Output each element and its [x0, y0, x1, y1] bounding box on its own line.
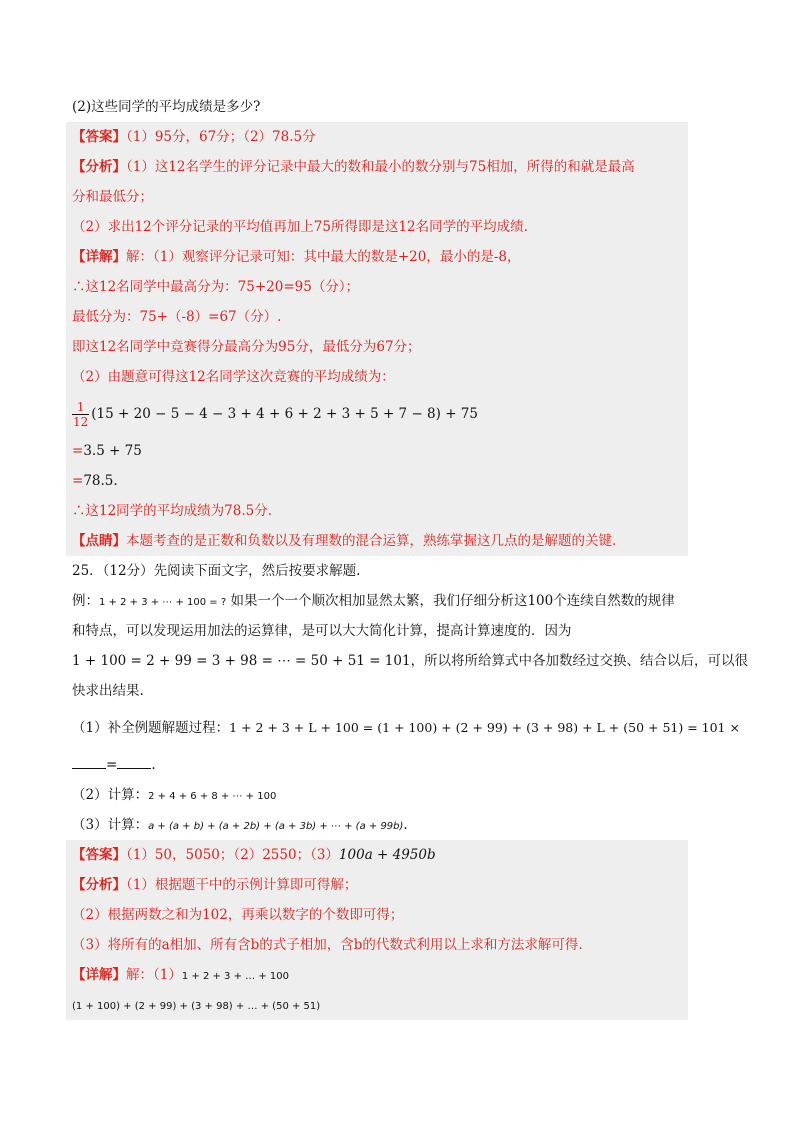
q24-detail-line-4: 即这12名同学中竞赛得分最高分为95分，最低分为67分； — [72, 339, 421, 355]
q25-question — [72, 556, 749, 840]
q24-analysis-line-3: （2）求出12个评分记录的平均值再加上75所得即是这12名同学的平均成绩. — [72, 219, 528, 235]
q24-solution-box — [66, 122, 688, 556]
analysis-tag: 【分析】 — [72, 877, 126, 893]
q24-analysis-line-2: 分和最低分； — [72, 189, 153, 205]
detail-tag: 【详解】 — [72, 249, 126, 265]
q24-conclusion: ∴这12同学的平均成绩为78.5分. — [72, 503, 273, 519]
equals-sign: = — [72, 443, 84, 459]
part1-expression: 1 + 2 + 3 + L + 100 = (1 + 100) + (2 + 99) + (3 + 98) + L + (50 + 51) = 101 × — [229, 720, 740, 735]
q25-part1-line — [72, 706, 740, 750]
analysis-text: （1）这12名学生的评分记录中最大的数和最小的数分别与75相加，所得的和就是最高 — [126, 159, 635, 175]
q24-comment-line — [72, 526, 682, 556]
formula-expression: (15 + 20 − 5 − 4 − 3 + 4 + 6 + 2 + 3 + 5 + 7 − 8) + 75 — [91, 406, 478, 422]
blank-period: . — [151, 757, 156, 773]
detail-expression-2: (1 + 100) + (2 + 99) + (3 + 98) + … + (50 + 51) — [72, 1001, 321, 1012]
q25-example-line — [72, 586, 682, 616]
answer-text: （1）50，5050；（2）2550；（3） — [126, 847, 339, 863]
answer-tag: 【答案】 — [72, 847, 126, 863]
q25-intro: 25．（12分）先阅读下面文字，然后按要求解题. — [72, 563, 361, 579]
part1-label: （1）补全例题解题过程： — [72, 720, 230, 736]
example-expression-2: 1 + 100 = 2 + 99 = 3 + 98 = ⋯ = 50 + 51 = 101 — [72, 653, 411, 669]
q24-formula-line-2 — [72, 436, 682, 466]
example-text: 如果一个一个顺次相加显然太繁，我们仔细分析这100个连续自然数的规律 — [230, 593, 675, 609]
equals-sign-2: = — [72, 473, 84, 489]
q25-analysis-line-3: （3）将所有的a相加、所有含b的式子相加，含b的代数式利用以上求和方法求解可得. — [72, 937, 583, 953]
fraction-denominator: 12 — [73, 415, 89, 429]
q24-answer-line — [72, 122, 682, 152]
formula-expression-2: 3.5 + 75 — [83, 443, 142, 459]
answer-blank-1[interactable] — [72, 754, 106, 769]
period: . — [113, 473, 118, 489]
q25-example-line-4: 快求出结果. — [72, 683, 144, 699]
fraction-numerator: 1 — [72, 400, 89, 415]
comment-text: 本题考查的是正数和负数以及有理数的混合运算，熟练掌握这几点的是解题的关键. — [126, 533, 617, 549]
analysis-text: （1）根据题干中的示例计算即可得解； — [126, 877, 358, 893]
detail-expression: 1 + 2 + 3 + … + 100 — [181, 971, 289, 982]
part2-label: （2）计算： — [72, 787, 149, 803]
answer-text: （1）95分，67分；（2）78.5分 — [126, 129, 316, 145]
formula-expression-3: 78.5 — [83, 473, 114, 489]
part3-period: . — [403, 817, 408, 833]
q24-detail-line-3: 最低分为：75+（-8）=67（分）. — [72, 309, 282, 325]
q25-example-line-3 — [72, 646, 749, 676]
example-expression: 1 + 2 + 3 + ⋯ + 100 = ? — [99, 597, 227, 608]
part3-expression: a + (a + b) + (a + 2b) + (a + 3b) + ⋯ + (a + 99b) — [148, 821, 404, 832]
detail-tag: 【详解】 — [72, 967, 126, 983]
q24-formula-line-3 — [72, 466, 682, 496]
comment-tag: 【点睛】 — [72, 533, 126, 549]
q24-formula-line — [72, 392, 682, 436]
q25-detail-line-2 — [72, 990, 682, 1020]
document-page — [72, 92, 749, 1020]
q24-detail-line-5: （2）由题意可得这12名同学这次竞赛的平均成绩为： — [72, 369, 395, 385]
q24-detail-line-2: ∴这12名同学中最高分为：75+20=95（分）； — [72, 279, 360, 295]
answer-expression: 100a + 4950b — [338, 847, 436, 863]
fraction — [72, 400, 89, 429]
q24-part2-question: (2)这些同学的平均成绩是多少? — [72, 99, 261, 115]
blank-equals: = — [106, 757, 118, 773]
q25-part3-line — [72, 810, 682, 840]
q25-part2-line — [72, 780, 682, 810]
q25-analysis-line-2: （2）根据两数之和为102，再乘以数字的个数即可得； — [72, 907, 404, 923]
q25-analysis-line — [72, 870, 682, 900]
detail-text: 解：（1） — [126, 967, 182, 983]
analysis-tag: 【分析】 — [72, 159, 126, 175]
q24-detail-line — [72, 242, 682, 272]
q25-example-line-2: 和特点，可以发现运用加法的运算律，是可以大大简化计算，提高计算速度的．因为 — [72, 623, 572, 639]
q24-analysis-line — [72, 152, 682, 182]
q25-part1-blanks — [72, 750, 682, 780]
example-text-3: ，所以将所给算式中各加数经过交换、结合以后，可以很 — [410, 653, 749, 669]
q25-detail-line — [72, 960, 682, 990]
detail-text: 解：（1）观察评分记录可知：其中最大的数是+20，最小的是-8， — [126, 249, 521, 265]
example-prefix: 例： — [72, 593, 99, 609]
answer-blank-2[interactable] — [117, 754, 151, 769]
part3-label: （3）计算： — [72, 817, 149, 833]
q25-answer-line — [72, 840, 682, 870]
q25-solution-box — [66, 840, 688, 1020]
answer-tag: 【答案】 — [72, 129, 126, 145]
part2-expression: 2 + 4 + 6 + 8 + ⋯ + 100 — [148, 791, 277, 802]
